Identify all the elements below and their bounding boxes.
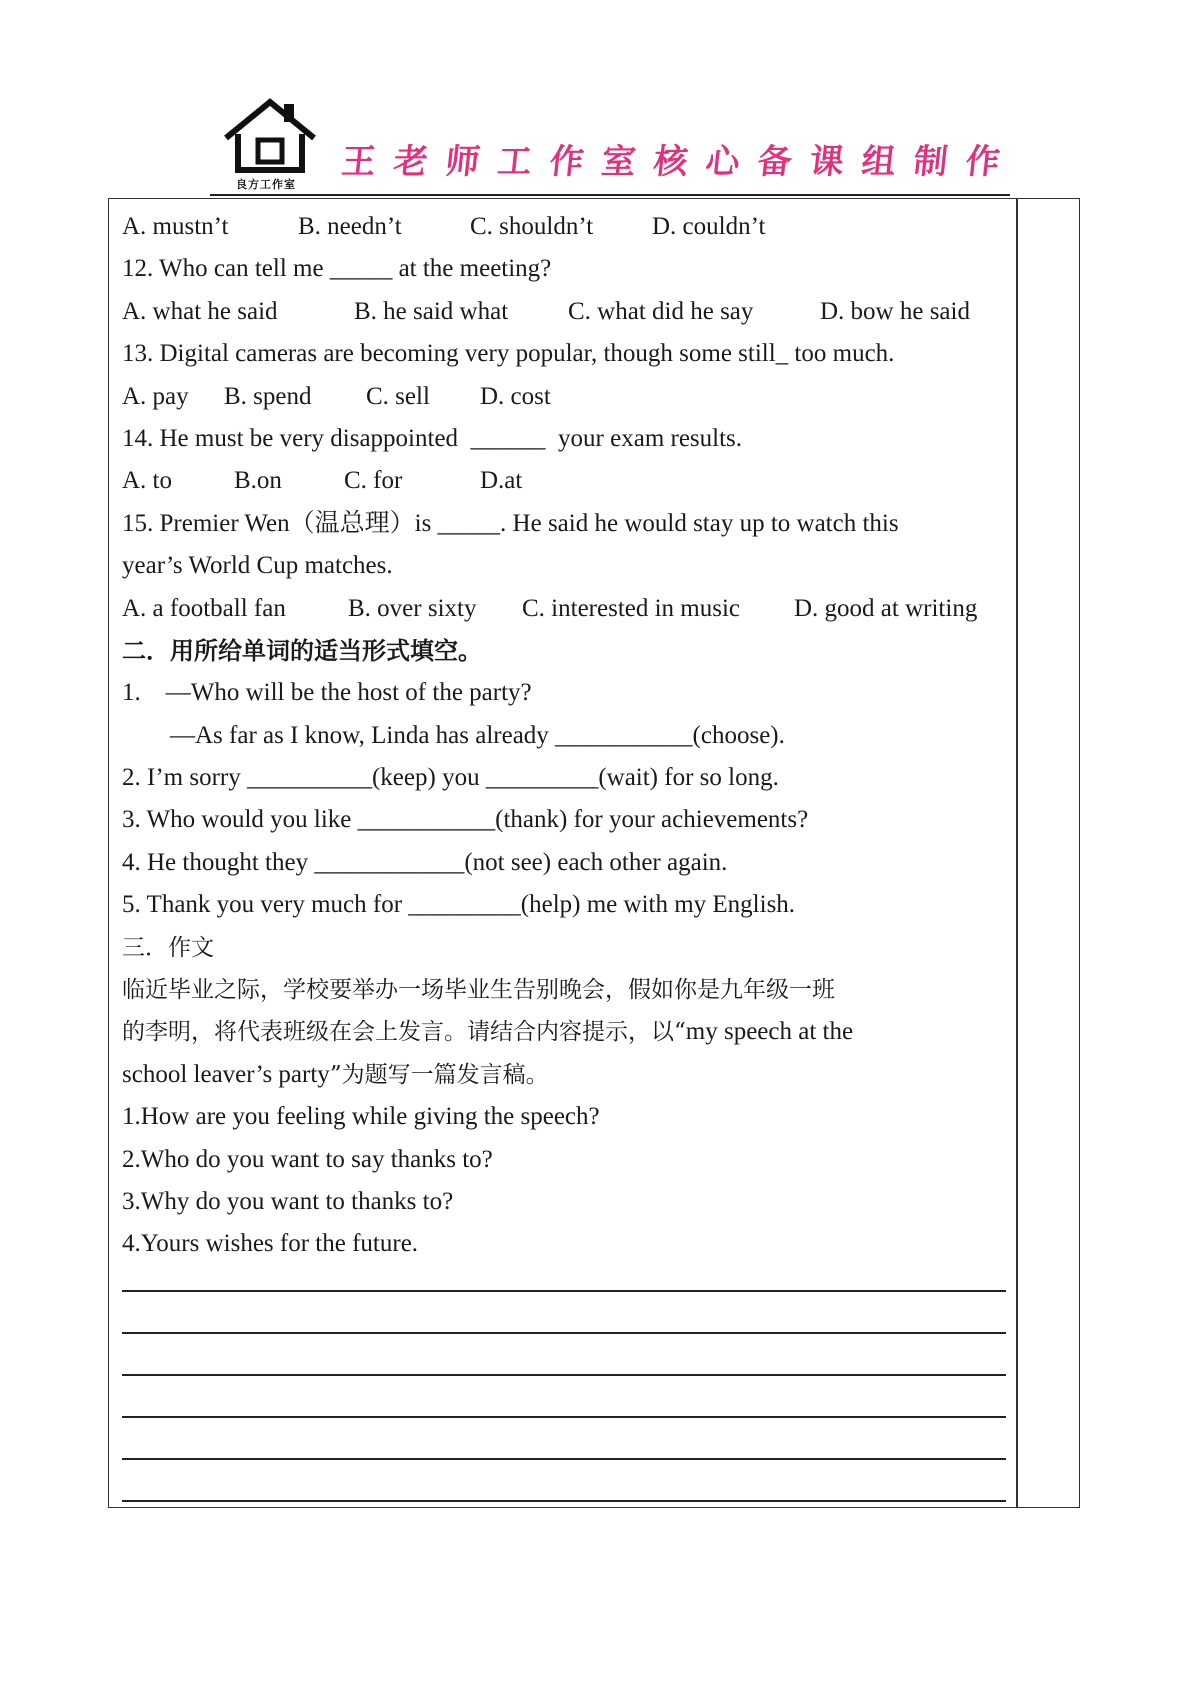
fill-blank-item: 2. I’m sorry __________(keep) you _________(wait) for so long. xyxy=(122,764,779,792)
q13-options xyxy=(122,376,1012,418)
essay-hint: 2.Who do you want to say thanks to? xyxy=(122,1145,493,1173)
q12-options xyxy=(122,291,1012,333)
option-d: D. cost xyxy=(480,382,551,410)
q13-stem: 13. Digital cameras are becoming very popular, though some still_ too much. xyxy=(122,340,895,368)
option-b: B. needn’t xyxy=(298,213,402,240)
fill-blank-item: 3. Who would you like ___________(thank) for your achievements? xyxy=(122,806,809,834)
essay-prompt-cn: 的李明，将代表班级在会上发言。请结合内容提示，以“ xyxy=(122,1019,686,1046)
writing-line[interactable] xyxy=(122,1416,1006,1418)
fill-blank-item: 4. He thought they ____________(not see) each other again. xyxy=(122,848,728,876)
header-divider xyxy=(210,194,1010,196)
writing-line[interactable] xyxy=(122,1374,1006,1376)
house-logo-icon xyxy=(220,96,320,188)
side-column-divider xyxy=(1016,198,1018,1508)
studio-title: 王老师工作室核心备课组制作 xyxy=(339,142,1020,182)
q15-stem-line1: 15. Premier Wen（温总理）is _____. He said he would stay up to watch this xyxy=(122,509,899,537)
q15-options xyxy=(122,588,1012,630)
writing-line[interactable] xyxy=(122,1290,1006,1292)
writing-line[interactable] xyxy=(122,1500,1006,1502)
essay-prompt-line1: 临近毕业之际，学校要举办一场毕业生告别晚会，假如你是九年级一班 xyxy=(122,977,835,1004)
option-b: B. he said what xyxy=(354,297,509,325)
essay-hint: 1.How are you feeling while giving the speech? xyxy=(122,1103,600,1131)
essay-hint: 3.Why do you want to thanks to? xyxy=(122,1187,454,1215)
essay-prompt-cn-end: ”为题写一篇发言稿。 xyxy=(329,1061,549,1088)
option-a: A. mustn’t xyxy=(122,213,229,240)
q11-options xyxy=(122,206,1012,248)
worksheet-content xyxy=(122,206,1012,1266)
essay-title-part1: my speech at the xyxy=(685,1018,854,1046)
q14-stem: 14. He must be very disappointed ______ your exam results. xyxy=(122,424,743,452)
essay-hint: 4.Yours wishes for the future. xyxy=(122,1230,419,1258)
option-c: C. for xyxy=(344,467,403,495)
essay-title-part2: school leaver’s party xyxy=(122,1060,330,1088)
fill-blank-item: 1. —Who will be the host of the party? xyxy=(122,679,532,707)
option-a: A. pay xyxy=(122,382,189,410)
option-a: A. to xyxy=(122,467,172,495)
q15-stem-line2: year’s World Cup matches. xyxy=(122,552,393,580)
logo-caption: 良方工作室 xyxy=(236,178,296,191)
page-header xyxy=(210,96,1020,196)
essay-prompt-line3 xyxy=(122,1054,1012,1096)
option-c: C. shouldn’t xyxy=(470,213,594,240)
essay-prompt-line2 xyxy=(122,1011,1012,1053)
option-d: D.at xyxy=(480,467,523,495)
q12-stem: 12. Who can tell me _____ at the meeting? xyxy=(122,255,552,283)
writing-line[interactable] xyxy=(122,1458,1006,1460)
option-c: C. what did he say xyxy=(568,297,754,325)
option-d: D. couldn’t xyxy=(652,213,766,240)
option-d: D. bow he said xyxy=(820,297,970,325)
option-b: B. spend xyxy=(224,382,312,410)
option-b: B. over sixty xyxy=(348,594,477,622)
option-a: A. what he said xyxy=(122,297,278,325)
fill-blank-item: —As far as I know, Linda has already ___________(choose). xyxy=(170,721,785,749)
option-c: C. interested in music xyxy=(522,594,741,622)
section3-heading: 三．作文 xyxy=(122,934,214,961)
option-a: A. a football fan xyxy=(122,594,286,622)
fill-blank-item: 5. Thank you very much for _________(help) me with my English. xyxy=(122,891,796,919)
section2-heading: 二．用所给单词的适当形式填空。 xyxy=(122,636,482,665)
q14-options xyxy=(122,460,1012,502)
writing-line[interactable] xyxy=(122,1332,1006,1334)
option-d: D. good at writing xyxy=(794,594,978,622)
option-b: B.on xyxy=(234,467,282,495)
option-c: C. sell xyxy=(366,382,430,410)
